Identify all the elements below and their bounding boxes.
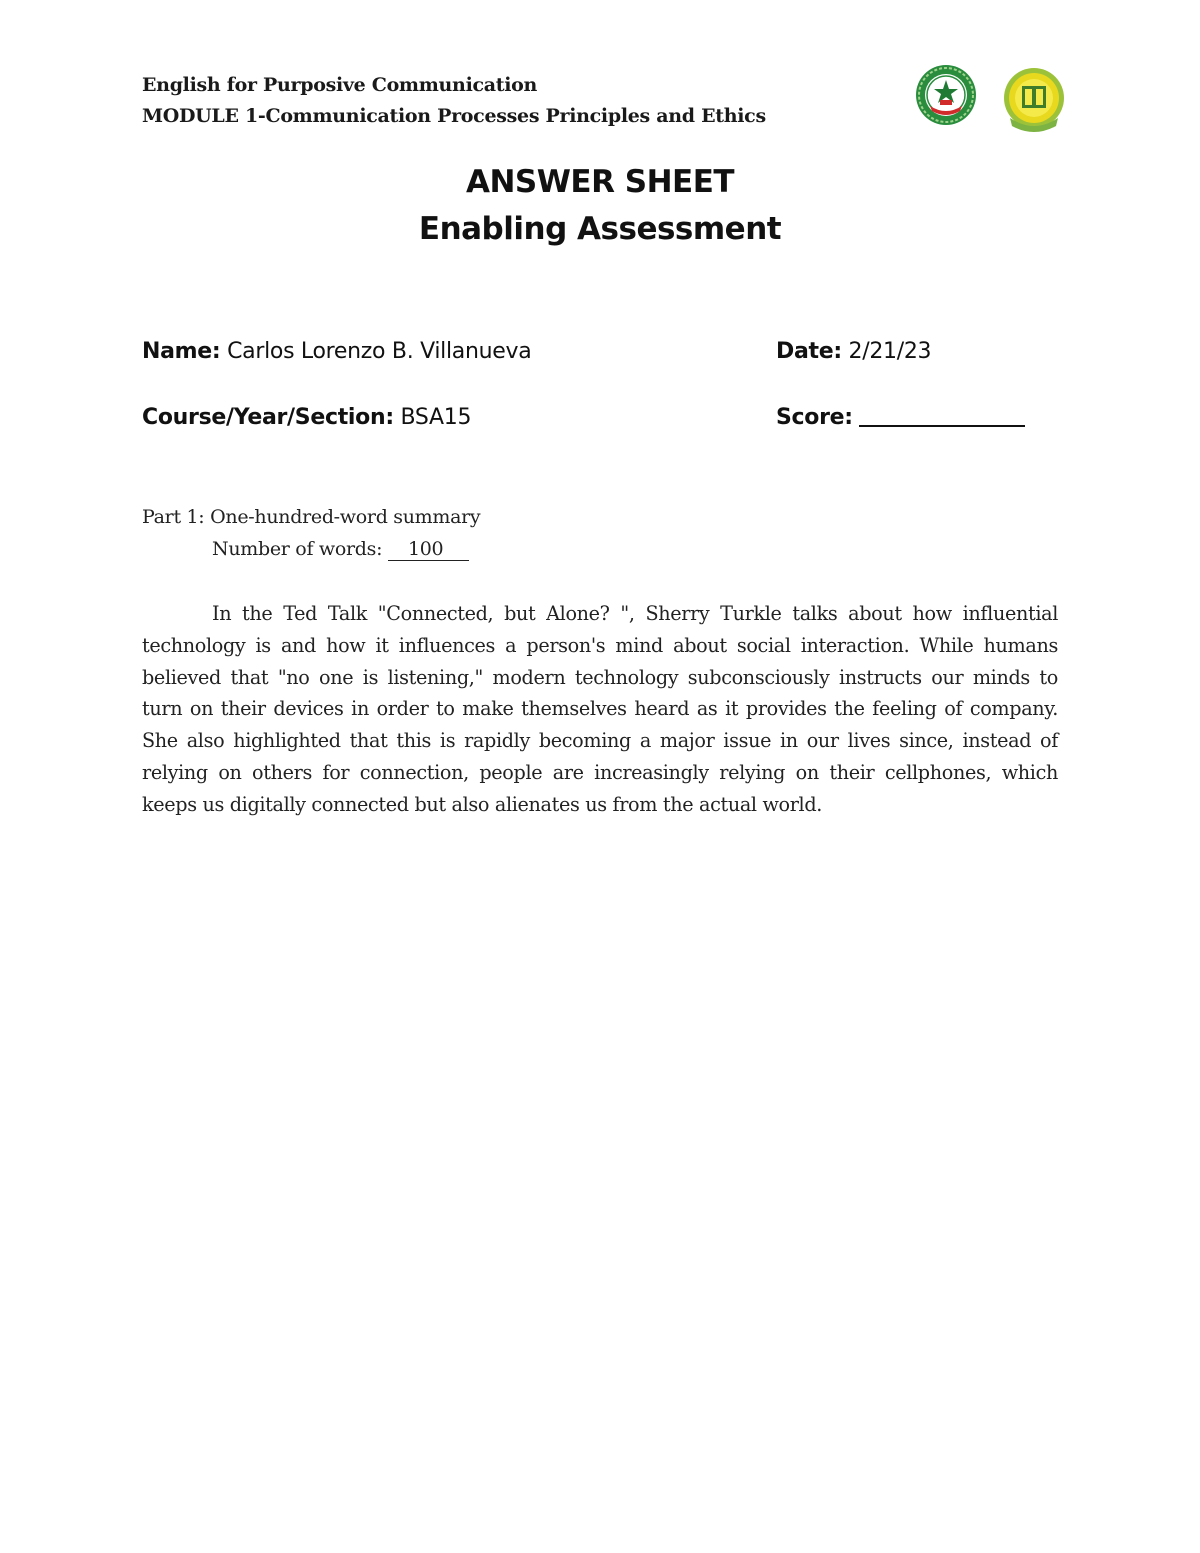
name-value: Carlos Lorenzo B. Villanueva [227,339,532,364]
word-count-value: 100 [388,538,469,561]
course-label: Course/Year/Section: [142,405,394,430]
page-subtitle: Enabling Assessment [418,211,782,247]
date-label: Date: [776,339,842,364]
school-seal-green-red-logo [910,64,982,126]
word-count-label: Number of words: [212,538,383,560]
name-label: Name: [142,339,221,364]
score-field [776,405,1025,430]
date-value: 2/21/23 [848,339,932,364]
score-label: Score: [776,405,853,430]
course-value: BSA15 [400,405,472,430]
name-field [142,339,531,364]
module-title: MODULE 1-Communication Processes Principles and Ethics [142,105,766,127]
course-title: English for Purposive Communication [142,74,538,96]
summary-paragraph: In the Ted Talk "Connected, but Alone? ", Sherry Turkle talks about how influential technology is and how it influences a person's mind about social interaction. While humans believed that "no one is listening," modern technology subconsciously instructs our minds to turn on their devices in order to make themselves heard as it provides the feeling of company. She also highlighted that this is rapidly becoming a major issue in our lives since, instead of relying on others for connection, people are increasingly relying on their cellphones, which keeps us digitally connected but also alienates us from the actual world. [142,602,1058,816]
page-title: ANSWER SHEET [465,164,735,200]
score-blank [859,407,1025,427]
date-field [776,339,931,364]
word-count-line [212,538,469,561]
course-field [142,405,471,430]
school-seal-gold-green-logo [1002,66,1066,138]
part1-heading: Part 1: One-hundred-word summary [142,506,481,528]
